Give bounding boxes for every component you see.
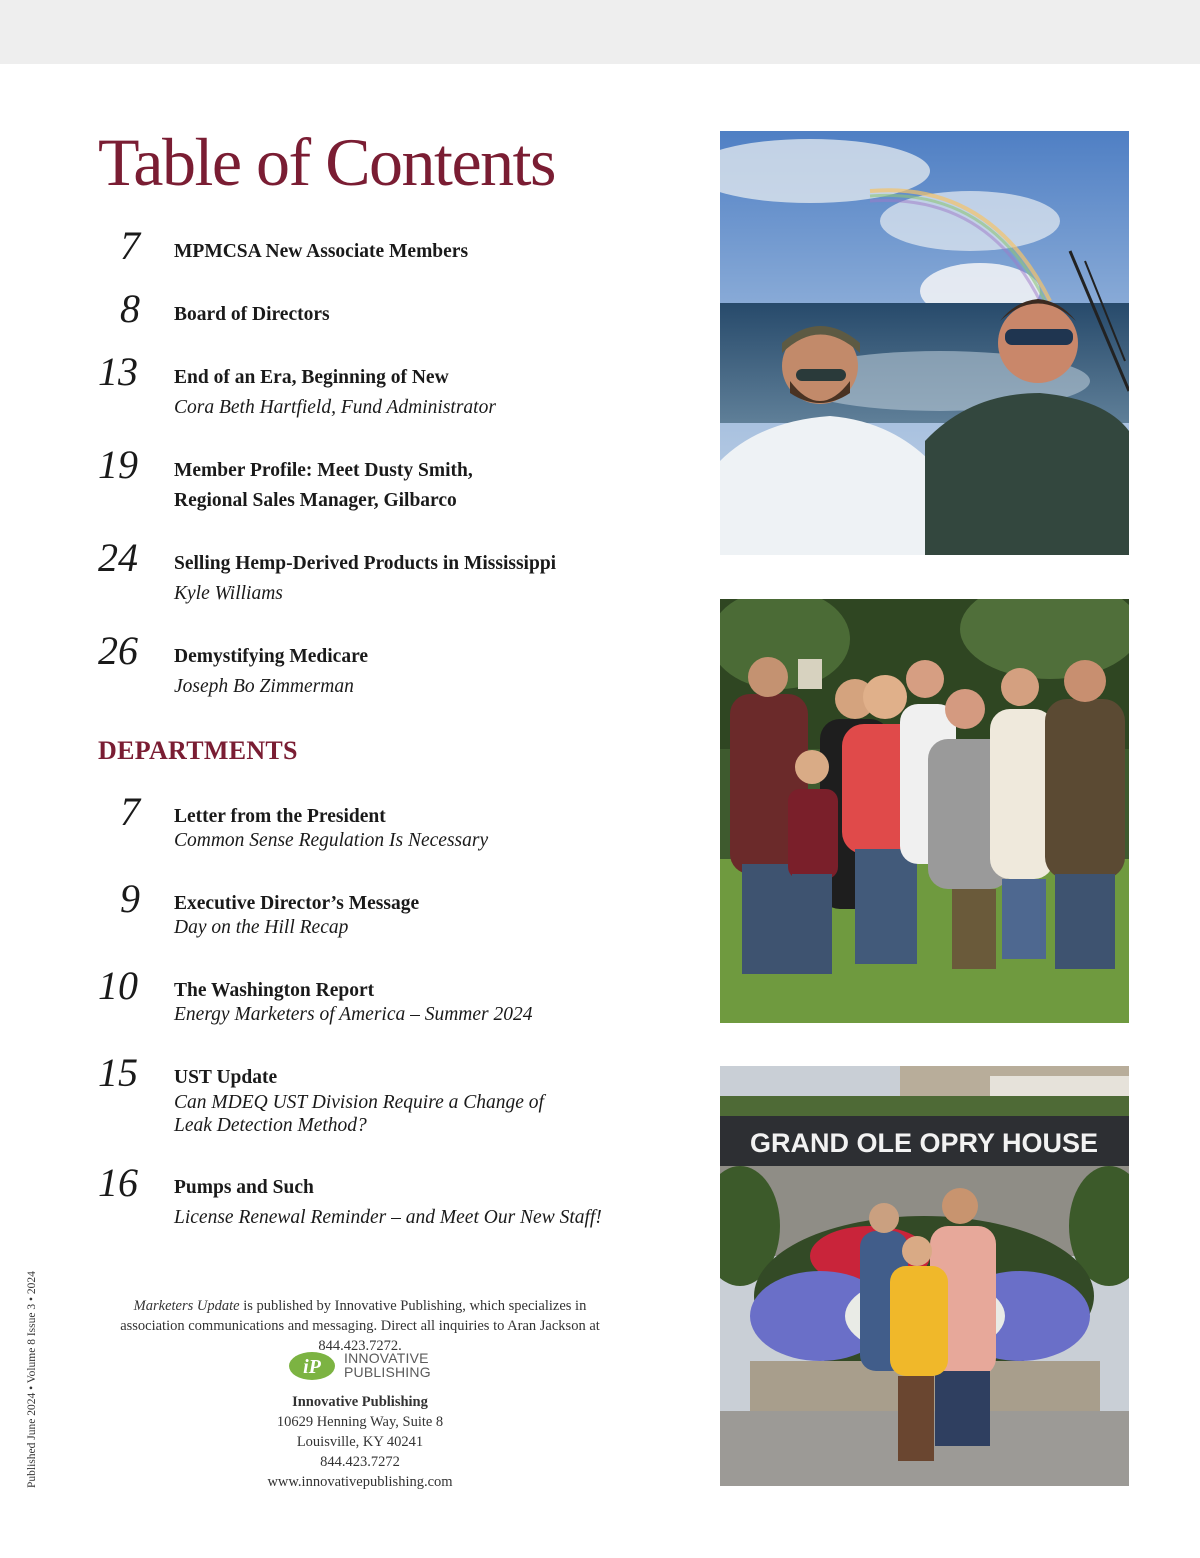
photo-group-lawn [720, 599, 1129, 1023]
entry-subtitle: Energy Marketers of America – Summer 2024 [174, 1004, 533, 1025]
entry-title: Demystifying Medicare [174, 646, 369, 667]
logo-mark-text: iP [303, 1356, 321, 1378]
entry-title: Letter from the President [174, 806, 386, 827]
page-number: 26 [98, 628, 138, 673]
entry-title-line2: Regional Sales Manager, Gilbarco [174, 490, 457, 511]
entry-title: Board of Directors [174, 304, 330, 325]
entry-title: UST Update [174, 1067, 278, 1088]
imprint-body: is published by Innovative Publishing, which specializes in association communications and messaging. Direct all inquiries to Aran Jackson at 844.423.7272. [120, 1298, 600, 1354]
imprint-text [100, 1296, 620, 1356]
page-title: Table of Contents [98, 124, 555, 200]
page-number: 13 [98, 349, 138, 394]
logo-wordmark [344, 1351, 431, 1379]
page-number: 16 [98, 1160, 138, 1205]
page-number: 7 [120, 223, 140, 268]
publication-name: Marketers Update [133, 1298, 240, 1314]
entry-title: Pumps and Such [174, 1177, 314, 1198]
entry-subtitle-line2: Leak Detection Method? [174, 1115, 367, 1136]
logo-line2: PUBLISHING [344, 1364, 431, 1380]
entry-subtitle: Kyle Williams [174, 583, 283, 604]
innovative-publishing-logo [288, 1348, 438, 1384]
address-phone: 844.423.7272 [320, 1454, 400, 1470]
spine-publication-info: Published June 2024 • Volume 8 Issue 3 • 2024 [26, 1271, 38, 1488]
entry-title: Member Profile: Meet Dusty Smith, [174, 460, 473, 481]
entry-subtitle: Cora Beth Hartfield, Fund Administrator [174, 397, 496, 418]
address-street: 10629 Henning Way, Suite 8 [276, 1414, 444, 1430]
entry-subtitle: Joseph Bo Zimmerman [174, 676, 354, 697]
publisher-name: Innovative Publishing [292, 1394, 428, 1410]
logo-mark-icon [288, 1350, 340, 1382]
page-number: 10 [98, 963, 138, 1008]
opry-sign-text: GRAND OLE OPRY HOUSE [749, 1128, 1099, 1158]
photo-fishing-boat [720, 131, 1129, 555]
entry-title: End of an Era, Beginning of New [174, 367, 449, 388]
entry-title: The Washington Report [174, 980, 375, 1001]
page-number: 19 [98, 442, 138, 487]
entry-subtitle: License Renewal Reminder – and Meet Our New Staff! [174, 1207, 602, 1228]
entry-subtitle: Common Sense Regulation Is Necessary [174, 830, 489, 851]
page-number: 7 [120, 789, 140, 834]
logo-line1: INNOVATIVE [344, 1350, 429, 1366]
page-number: 8 [120, 286, 140, 331]
departments-heading: DEPARTMENTS [98, 736, 298, 765]
viewer-top-bar [0, 0, 1200, 64]
address-city: Louisville, KY 40241 [296, 1434, 424, 1450]
entry-title: MPMCSA New Associate Members [174, 241, 469, 262]
entry-title: Selling Hemp-Derived Products in Mississippi [174, 553, 557, 574]
page-number: 9 [120, 876, 140, 921]
page-number: 24 [98, 535, 138, 580]
address-web[interactable]: www.innovativepublishing.com [267, 1474, 453, 1490]
entry-title: Executive Director’s Message [174, 893, 420, 914]
photo-grand-ole-opry [720, 1066, 1129, 1486]
publisher-address [160, 1392, 560, 1492]
entry-subtitle: Day on the Hill Recap [174, 917, 349, 938]
entry-subtitle: Can MDEQ UST Division Require a Change of [174, 1092, 544, 1113]
page-number: 15 [98, 1050, 138, 1095]
